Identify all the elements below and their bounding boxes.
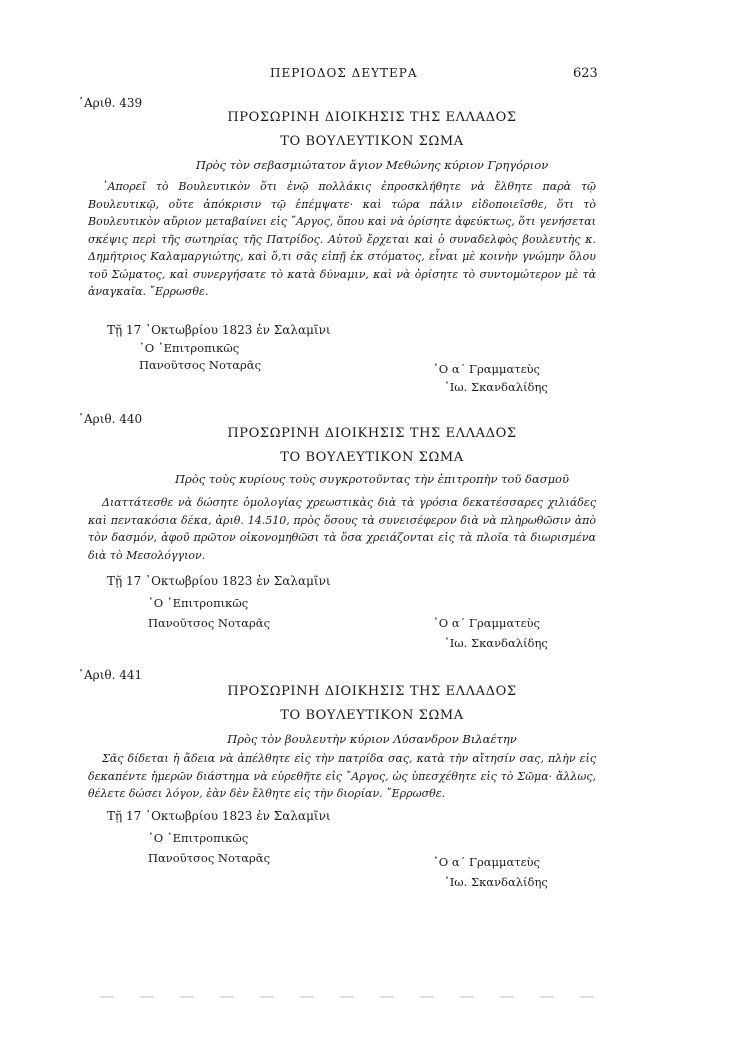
document-body <box>88 494 596 564</box>
right-signatory-title: ῾Ο α΄ Γραμματεὺς <box>433 362 540 376</box>
document-heading: ΠΡΟΣΩΡΙΝΗ ΔΙΟΙΚΗΣΙΣ ΤΗΣ ΕΛΛΑΔΟΣ <box>227 426 517 441</box>
document-subheading: ΤΟ ΒΟΥΛΕΥΤΙΚΟΝ ΣΩΜΑ <box>280 450 464 465</box>
right-signatory-name: ᾿Ιω. Σκανδαλίδης <box>444 875 548 889</box>
right-signatory-name: ᾿Ιω. Σκανδαλίδης <box>444 636 548 650</box>
document-number: ᾿Αριθ. 440 <box>78 412 143 426</box>
document-subheading: ΤΟ ΒΟΥΛΕΥΤΙΚΟΝ ΣΩΜΑ <box>280 708 464 723</box>
document-date: Τῇ 17 ᾿Οκτωβρίου 1823 ἐν Σαλαμῖνι <box>107 809 331 823</box>
right-signatory-title: ῾Ο α΄ Γραμματεὺς <box>433 855 540 869</box>
right-signatory-name: ᾿Ιω. Σκανδαλίδης <box>444 380 548 394</box>
document-number: ᾿Αριθ. 441 <box>78 668 143 682</box>
addressee: Πρὸς τὸν βουλευτὴν κύριον Λύσανδρον Βιλαέτην <box>227 732 517 746</box>
scan-artifact-divider <box>100 996 600 998</box>
left-signatory-title: ῾Ο ᾿Επιτροπικῶς <box>148 596 249 610</box>
document-body <box>88 178 596 301</box>
body-text: ᾿Απορεῖ τὸ Βουλευτικὸν ὅτι ἐνῷ πολλάκις ἐπροσκλήθητε νὰ ἔλθητε παρὰ τῷ Βουλευτικῷ, οὔτε ἀπόκρισιν τῷ ἐπέμψατε· καὶ τώρα πάλιν εἰδοποιεῖσθε, ὅτι τὸ Βουλευτικὸν αὔριον μεταβαίνει εἰς ῎Αργος, ὅπου καὶ νὰ ὁρίσητε ἀφεύκτως, ὅτι γενήσεται σκέψις περὶ τῆς σωτηρίας τῆς Πατρίδος. Αὐτοῦ ἔρχεται καὶ ὁ συναδελφὸς βουλευτὴς κ. Δημήτριος Καλαμαργιώτης, καὶ ὅ,τι σᾶς εἰπῇ ἐκ στόματος, εἶναι μὲ κοινὴν γνώμην ὅλου τοῦ Σώματος, καὶ συνεργήσατε τὸ κατὰ δύναμιν, καὶ νὰ ὁρίσητε τὸ συντομώτερον μὲ τὰ ἀναγκαῖα. ῎Ερρωσθε. <box>88 180 596 298</box>
document-number: ᾿Αριθ. 439 <box>78 96 143 110</box>
addressee: Πρὸς τὸν σεβασμιώτατον ἅγιον Μεθώνης κύριον Γρηγόριον <box>195 158 549 172</box>
page-number: 623 <box>573 66 598 81</box>
document-date: Τῇ 17 ᾿Οκτωβρίου 1823 ἐν Σαλαμῖνι <box>107 574 331 588</box>
document-heading: ΠΡΟΣΩΡΙΝΗ ΔΙΟΙΚΗΣΙΣ ΤΗΣ ΕΛΛΑΔΟΣ <box>227 684 517 699</box>
left-signatory-title: ῾Ο ᾿Επιτροπικῶς <box>139 341 240 355</box>
right-signatory-title: ῾Ο α΄ Γραμματεὺς <box>433 616 540 630</box>
document-heading: ΠΡΟΣΩΡΙΝΗ ΔΙΟΙΚΗΣΙΣ ΤΗΣ ΕΛΛΑΔΟΣ <box>227 110 517 125</box>
addressee: Πρὸς τοὺς κυρίους τοὺς συγκροτοῦντας τὴν ἐπιτροπὴν τοῦ δασμοῦ <box>175 472 569 486</box>
document-date: Τῇ 17 ᾿Οκτωβρίου 1823 ἐν Σαλαμῖνι <box>107 323 331 337</box>
body-text: Σᾶς δίδεται ἡ ἄδεια νὰ ἀπέλθητε εἰς τὴν πατρίδα σας, κατὰ τὴν αἴτησίν σας, πλὴν εἰς δεκαπέντε ἡμερῶν διάστημα νὰ εὑρεθῆτε εἰς ῎Αργος, ὡς ὑπεσχέθητε εἰς τὸ Σῶμα· ἄλλως, θέλετε δώσει λόγον, ἐὰν δὲν ἔλθητε εἰς τὴν διορίαν. ῎Ερρωσθε. <box>88 752 596 800</box>
left-signatory-name: Πανοῦτσος Νοταρᾶς <box>148 616 271 630</box>
document-body <box>88 750 596 803</box>
document-subheading: ΤΟ ΒΟΥΛΕΥΤΙΚΟΝ ΣΩΜΑ <box>280 134 464 149</box>
left-signatory-name: Πανοῦτσος Νοταρᾶς <box>139 358 262 372</box>
body-text: Διαττάτεσθε νὰ δώσητε ὁμολογίας χρεωστικὰς διὰ τὰ γρόσια δεκατέσσαρες χιλιάδες καὶ πεντακόσια δέκα, ἀριθ. 14.510, πρὸς ὅσους τὰ συνεισέφερον διὰ νὰ πληρωθῶσιν ἀπὸ τὸν δασμόν, ἀφοῦ πρῶτον οἰκονομηθῶσι τὰ ὅσα χρειάζονται εἰς τὰ πλοῖα τὰ διωρισμένα διὰ τὸ Μεσολόγγιον. <box>88 496 596 562</box>
left-signatory-title: ῾Ο ᾿Επιτροπικῶς <box>148 831 249 845</box>
left-signatory-name: Πανοῦτσος Νοταρᾶς <box>148 851 271 865</box>
running-head: ΠΕΡΙΟΔΟΣ ΔΕΥΤΕΡΑ <box>270 66 418 80</box>
